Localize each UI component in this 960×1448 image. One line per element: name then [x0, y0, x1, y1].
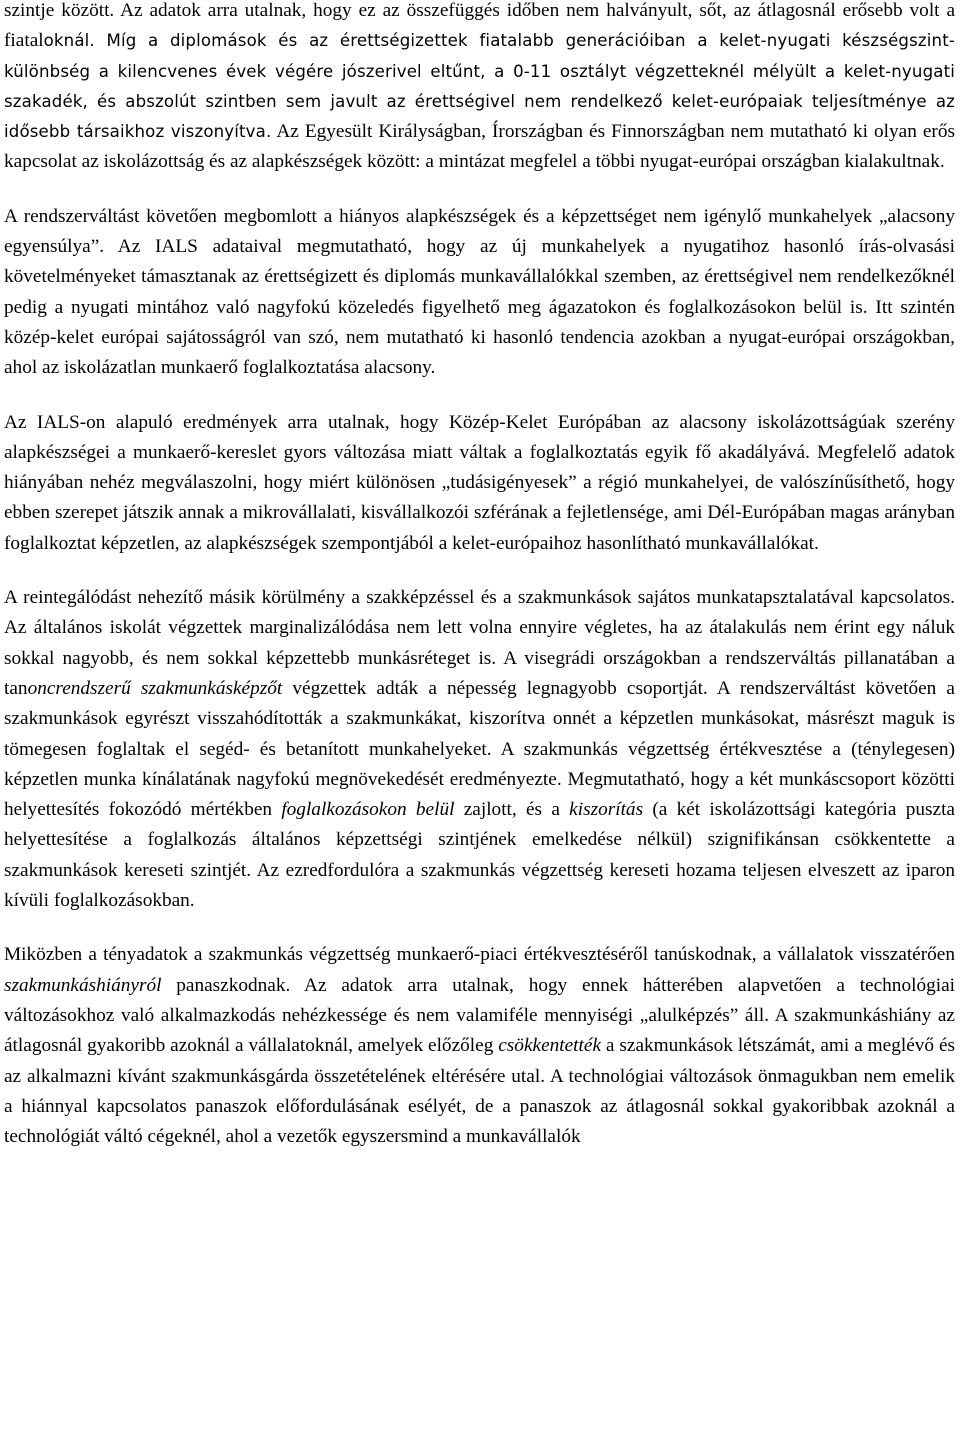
paragraph-3-text: Az IALS-on alapuló eredmények arra utalnak, hogy Közép-Kelet Európában az alacsony iskolázottságúak szerény alapkészségei a munkaerő-kereslet gyors változása miatt váltak a foglalkoztatás egyik fő akadályává. Megfelelő adatok hiányában nehéz megválaszolni, hogy miért különösen „tudásigényesek” a régió munkahelyei, de valószínűsíthető, hogy ebben szerepet játszik annak a mikrovállalati, kisvállalkozói szférának a fejletlensége, ami Dél-Európában magas arányban foglalkoztat képzetlen, az alapkészségek szempontjából a kelet-európaihoz hasonlítható munkavállalókat.: [4, 411, 955, 554]
paragraph-4-emphasis-c: kiszorítás: [569, 799, 644, 821]
paragraph-5-emphasis-a: szakmunkáshiányról: [4, 974, 162, 996]
document-page: [4, 0, 955, 1152]
paragraph-1-text-b: oknál. Míg a diplomások és az érettségizettek fiatalabb generációiban a kelet-nyugati készségszint-különbség a kilencvenes évek végére jószerivel eltűnt, a 0-11 osztályt végzetteknél mélyült a kelet-nyugati szakadék, és abszolút szintben sem javult az érettségivel nem rendelkező kelet-európaiak teljesítménye az idősebb társaikhoz viszonyítva.: [4, 31, 955, 142]
paragraph-4-text-b: végzettek adták a népesség legnagyobb csoportját. A rendszerváltást követően a szakmunkások egyrészt visszahódították a szakmunkákat, kiszorítva onnét a képzetlen munkásokat, másrészt maguk is tömegesen foglaltak el segéd- és betanított munkahelyeket. A szakmunkás végzettség értékvesztése a (ténylegesen) képzetlen munka kínálatának nagyfokú megnövekedését eredményezte. Megmutatható, hogy a két munkáscsoport közötti helyettesítés fokozódó mértékben: [4, 677, 955, 821]
paragraph-1: [4, 0, 955, 178]
paragraph-5-text-a: Miközben a tényadatok a szakmunkás végzettség munkaerő-piaci értékvesztéséről tanúskodnak, a vállalatok visszatérően: [4, 944, 955, 966]
paragraph-4-text-c: zajlott, és a: [454, 799, 570, 821]
paragraph-2: [4, 202, 955, 384]
paragraph-4: [4, 583, 955, 916]
paragraph-5: [4, 940, 955, 1152]
paragraph-5-emphasis-b: csökkentették: [498, 1035, 602, 1057]
paragraph-1-text-c: Az Egyesült Királyságban, Írországban és Finnországban nem mutatható ki olyan erős kapcsolat az iskolázottság és az alapkészségek között: a mintázat megfelel a többi nyugat-európai országban kialakultnak.: [4, 121, 955, 173]
paragraph-5-text-c: a szakmunkások létszámát, ami a meglévő és az alkalmazni kívánt szakmunkásgárda összetételének eltérésére utal. A technológiai változások önmagukban nem emelik a hiánnyal kapcsolatos panaszok előfordulásának esélyét, de a panaszok az átlagosnál sokkal gyakoribbak azoknál a technológiát váltó cégeknél, ahol a vezetők egyszersmind a munkavállalók: [4, 1035, 956, 1148]
paragraph-2-text: A rendszerváltást követően megbomlott a hiányos alapkészségek és a képzettséget nem igénylő munkahelyek „alacsony egyensúlya”. Az IALS adataival megmutatható, hogy az új munkahelyek a nyugatihoz hasonló írás-olvasási követelményeket támasztanak az érettségizett és diplomás munkavállalókkal szemben, az érettségivel nem rendelkezőknél pedig a nyugati mintához való nagyfokú közeledés figyelhető meg ágazatokon és foglalkozásokon belül is. Itt szintén közép-kelet európai sajátosságról van szó, nem mutatható ki hasonló tendencia azokban a nyugat-európai országokban, ahol az iskolázatlan munkaerő foglalkoztatása alacsony.: [4, 205, 955, 379]
paragraph-4-text-a: A reintegálódást nehezítő másik körülmény a szakképzéssel és a szakmunkások sajátos munkatapsztalatával kapcsolatos. Az általános iskolát végzettek marginalizálódása nem lett volna ennyire végletes, ha az átalakulás nem érint egy náluk sokkal nagyobb, és nem sokkal képzettebb munkásréteget is. A visegrádi országokban a rendszerváltás pillanatában a tan: [4, 587, 955, 699]
paragraph-4-emphasis-a: oncrendszerű szakmunkásképzőt: [27, 677, 283, 699]
paragraph-4-text-d: (a két iskolázottsági kategória puszta helyettesítése a foglalkozás általános képzettségi szintjének emelkedése nélkül) szignifikánsan csökkentette a szakmunkások kereseti szintjét. Az ezredfordulóra a szakmunkás végzettség kereseti hozama teljesen elveszett az iparon kívüli foglalkozásokban.: [4, 799, 955, 912]
paragraph-3: [4, 408, 955, 559]
paragraph-1-text-a: szintje között. Az adatok arra utalnak, hogy ez az összefüggés időben nem halványult, sőt, az átlagosnál erősebb volt a fiatal: [4, 0, 955, 52]
paragraph-4-emphasis-b: foglalkozásokon belül: [281, 799, 455, 821]
paragraph-5-text-b: panaszkodnak. Az adatok arra utalnak, hogy ennek hátterében alapvetően a technológiai változásokhoz való alkalmazkodás nehézkessége és nem valamiféle mennyiségi „alulképzés” áll. A szakmunkáshiány az átlagosnál gyakoribb azoknál a vállalatoknál, amelyek előzőleg: [4, 974, 955, 1057]
